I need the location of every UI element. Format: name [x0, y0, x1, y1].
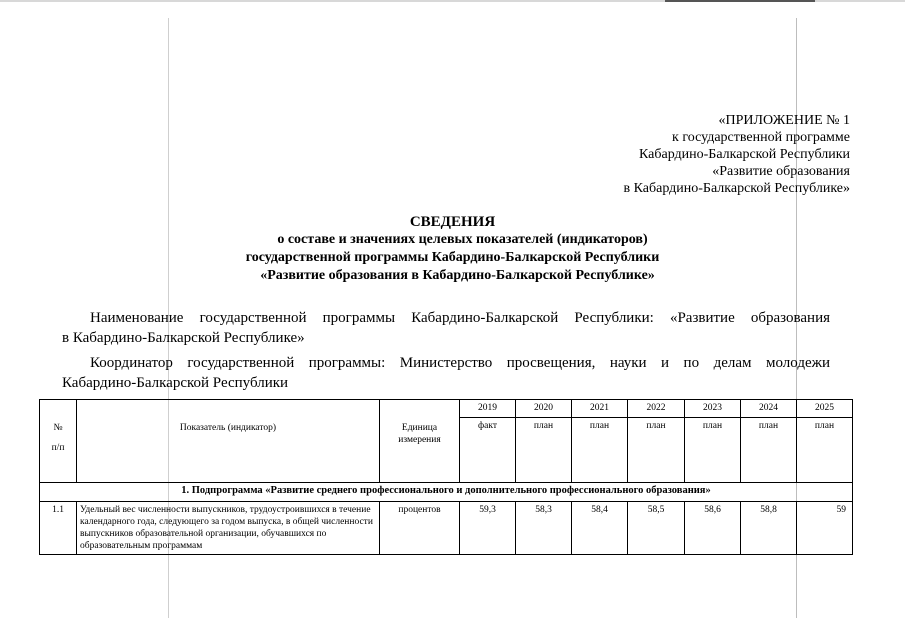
row-indicator: Удельный вес численности выпускников, трудоустроившихся в течение календарного года, следующего за годом выпуска, в общей численности выпускников образовательной организации, обучавшихся по образовательным программам: [77, 502, 380, 555]
row-unit: процентов: [380, 502, 460, 555]
paragraph-line: в Кабардино-Балкарской Республике»: [62, 330, 305, 346]
header-num-label-2: п/п: [51, 443, 65, 453]
row-value: 58,6: [685, 502, 741, 555]
indicators-table: [39, 399, 853, 555]
header-year: 2022: [628, 400, 685, 418]
header-indicator: Показатель (индикатор): [77, 400, 380, 483]
paragraph-line: Кабардино-Балкарской Республики: [62, 375, 289, 391]
header-type: план: [741, 418, 797, 483]
row-value: 58,4: [572, 502, 628, 555]
appendix-block: [490, 112, 850, 197]
subprogram-row: [40, 483, 853, 502]
row-value: 58,8: [741, 502, 797, 555]
header-unit: Единица измерения: [380, 400, 460, 483]
header-num-label: №: [53, 423, 63, 433]
appendix-line: Кабардино-Балкарской Республики: [639, 147, 850, 162]
row-num: 1.1: [40, 502, 77, 555]
table-header-row: [40, 400, 853, 418]
row-value: 59: [797, 502, 853, 555]
paragraph-line: Координатор государственной программы: Министерство просвещения, науки и по делам молодежи: [90, 355, 830, 371]
heading-line: о составе и значениях целевых показателей (индикаторов): [277, 232, 648, 247]
row-value: 59,3: [460, 502, 516, 555]
header-type: план: [516, 418, 572, 483]
paragraph-line: Наименование государственной программы Кабардино-Балкарской Республики: «Развитие образования: [90, 310, 830, 326]
header-type: план: [628, 418, 685, 483]
heading-line: «Развитие образования в Кабардино-Балкарской Республике»: [260, 268, 655, 283]
appendix-line: к государственной программе: [672, 130, 850, 145]
scan-mark: [665, 0, 815, 2]
subprogram-title: 1. Подпрограмма «Развитие среднего профессионального и дополнительного профессионального образования»: [40, 483, 853, 502]
coordinator-paragraph: [62, 353, 830, 393]
header-type: план: [797, 418, 853, 483]
header-type: факт: [460, 418, 516, 483]
header-year: 2023: [685, 400, 741, 418]
header-num: [40, 400, 77, 483]
header-year: 2021: [572, 400, 628, 418]
document-title: СВЕДЕНИЯ: [409, 214, 496, 230]
header-year: 2020: [516, 400, 572, 418]
program-name-paragraph: [62, 308, 830, 348]
header-year: 2024: [741, 400, 797, 418]
appendix-line: «ПРИЛОЖЕНИЕ № 1: [718, 113, 850, 128]
header-type: план: [685, 418, 741, 483]
header-type: план: [572, 418, 628, 483]
appendix-line: в Кабардино-Балкарской Республике»: [623, 181, 850, 196]
header-year: 2025: [797, 400, 853, 418]
header-year: 2019: [460, 400, 516, 418]
appendix-line: «Развитие образования: [712, 164, 850, 179]
heading-line: государственной программы Кабардино-Балкарской Республики: [245, 250, 660, 265]
row-value: 58,5: [628, 502, 685, 555]
document-heading: [0, 213, 905, 285]
row-value: 58,3: [516, 502, 572, 555]
table-row: [40, 502, 853, 555]
